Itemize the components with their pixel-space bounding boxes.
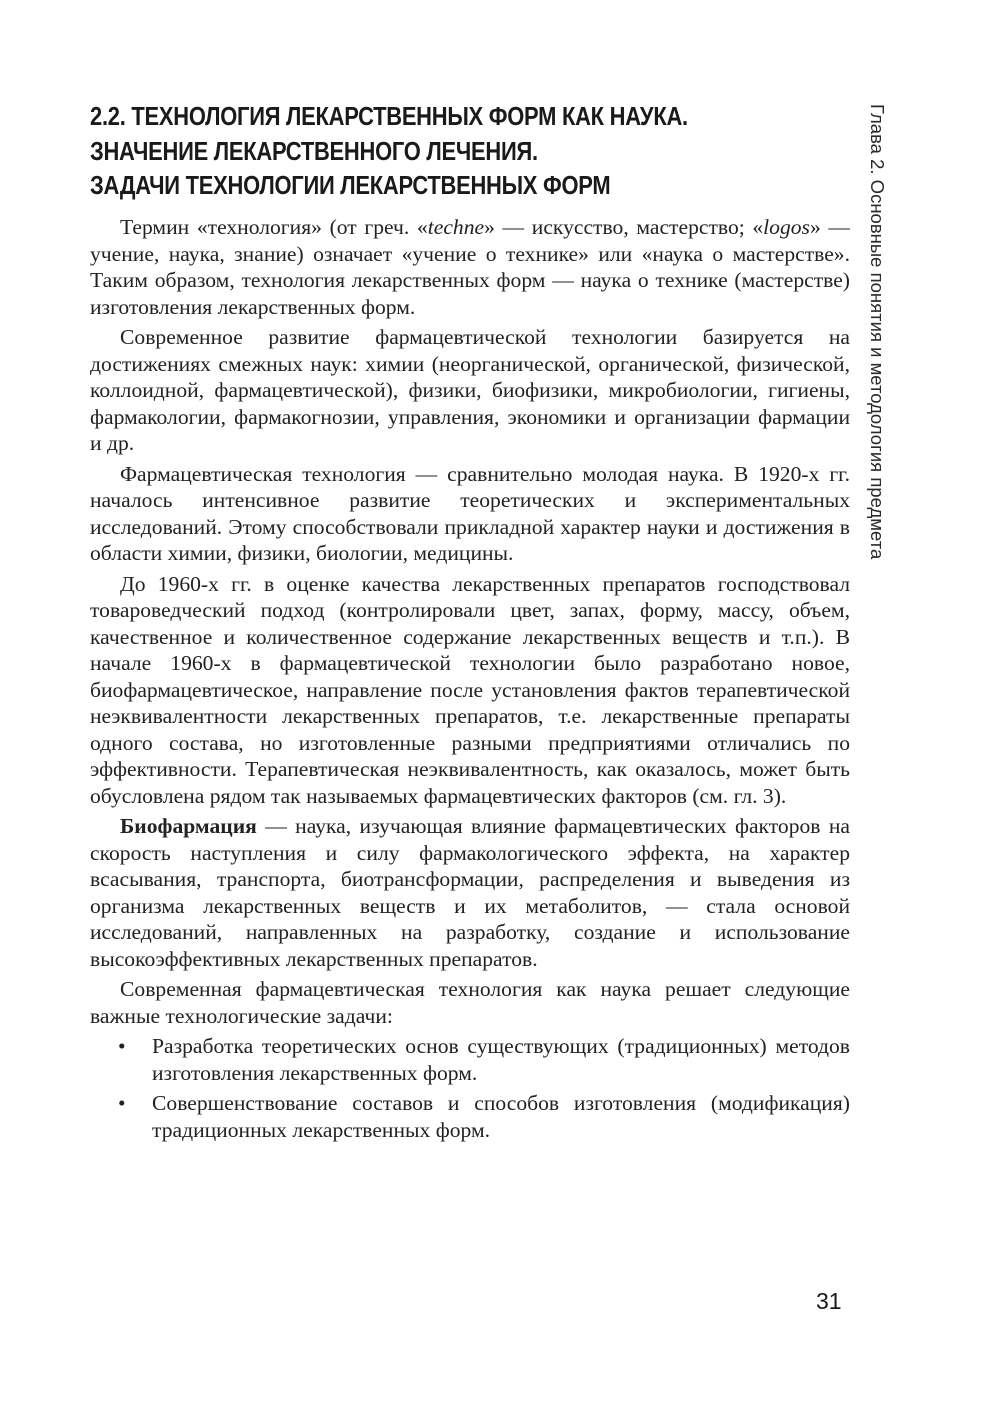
list-item-text: Совершенствование составов и способов изготовления (модификация) традиционных лекарственных форм. (152, 1091, 850, 1142)
tasks-list (90, 1033, 850, 1143)
paragraph-text: » — искусство, мастерство; « (484, 215, 764, 239)
list-item (90, 1090, 850, 1143)
term-biopharmacy: Биофармация (120, 814, 257, 838)
paragraph-tasks-intro: Современная фармацевтическая технология как наука решает следующие важные технологические задачи: (90, 977, 850, 1028)
paragraph-text: — наука, изучающая влияние фармацевтических факторов на скорость наступления и силу фармакологического эффекта, на характер всасывания, транспорта, биотрансформации, распределения и выведения из организма лекарственных веществ и их метаболитов, — стала основой исследований, направленных на разработку, создание и использование высокоэффективных лекарственных препаратов. (90, 814, 850, 971)
running-chapter-title-text: Глава 2. Основные понятия и методология предмета (867, 104, 888, 560)
body-text (90, 214, 850, 1147)
paragraph-text: » — учение, наука, знание) означает «учение о технике» или «наука о мастерстве». Таким образом, технология лекарственных форм — наука о технике (мастерстве) изготовления лекарственных форм. (90, 215, 850, 319)
page-number: 31 (816, 1288, 842, 1314)
list-item (90, 1033, 850, 1086)
paragraph-history-1960s: До 1960-х гг. в оценке качества лекарственных препаратов господствовал товароведческий подход (контролировали цвет, запах, форму, массу, объем, качественное и количественное содержание лекарственных веществ и т.п.). В начале 1960-х в фармацевтической технологии было разработано новое, биофармацевтическое, направление после установления фактов терапевтической неэквивалентности лекарственных препаратов, т.е. лекарственные препараты одного состава, но изготовленные разными предприятиями отличались по эффективности. Терапевтическая неэквивалентность, как оказалось, может быть обусловлена рядом так называемых фармацевтических факторов (см. гл. 3). (90, 571, 850, 808)
bullet-icon: • (118, 1034, 126, 1058)
paragraph-modern-development: Современное развитие фармацевтической технологии базируется на достижениях смежных наук: химии (неорганической, органической, физической, коллоидной, фармацевтической), физики, биофизики, микробиологии, гигиены, фармакологии, фармакогнозии, управления, экономики и организации фармации и др. (90, 325, 850, 455)
greek-term-techne: techne (427, 215, 485, 239)
running-chapter-title (862, 104, 892, 624)
list-item-text: Разработка теоретических основ существующих (традиционных) методов изготовления лекарственных форм. (152, 1034, 850, 1085)
greek-term-logos: logos (763, 215, 810, 239)
paragraph-term-definition (90, 214, 850, 320)
section-heading-line-3: ЗАДАЧИ ТЕХНОЛОГИИ ЛЕКАРСТВЕННЫХ ФОРМ (90, 172, 611, 200)
section-heading (90, 100, 726, 204)
section-heading-line-1: 2.2. ТЕХНОЛОГИЯ ЛЕКАРСТВЕННЫХ ФОРМ КАК НАУКА. (90, 103, 688, 131)
paragraph-biopharmacy (90, 813, 850, 972)
section-heading-line-2: ЗНАЧЕНИЕ ЛЕКАРСТВЕННОГО ЛЕЧЕНИЯ. (90, 137, 538, 166)
paragraph-young-science: Фармацевтическая технология — сравнительно молодая наука. В 1920-х гг. началось интенсивное развитие теоретических и экспериментальных исследований. Этому способствовали прикладной характер науки и достижения в области химии, физики, биологии, медицины. (90, 461, 850, 565)
bullet-icon: • (118, 1091, 126, 1115)
paragraph-text: Термин «технология» (от греч. « (120, 215, 428, 239)
